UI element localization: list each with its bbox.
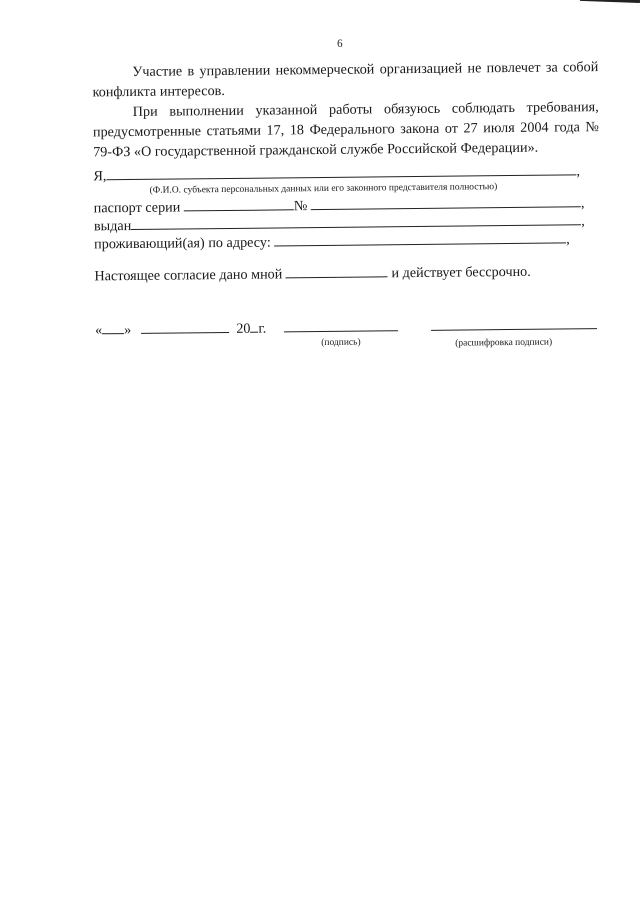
passport-comma: ,: [580, 195, 585, 212]
issued-comma: ,: [581, 213, 585, 230]
passport-series-field[interactable]: [184, 196, 294, 211]
issued-label: выдан: [93, 217, 132, 235]
open-quote: «: [94, 322, 103, 339]
fio-caption: (Ф.И.О. субъекта персональных данных или его законного представителя полностью): [149, 182, 498, 196]
signature-row: [95, 315, 597, 339]
close-quote: »: [124, 321, 132, 339]
year-suffix: г.: [258, 320, 267, 337]
fio-row: [93, 161, 580, 185]
consent-date-field[interactable]: [286, 263, 388, 278]
consent-prefix: Настоящее согласие дано мной: [94, 266, 283, 285]
fio-field[interactable]: [106, 161, 576, 180]
decode-caption: (расшифровка подписи): [455, 337, 553, 349]
ya-label: Я,: [93, 168, 107, 185]
paragraph-obligations: При выполнении указанной работы обязуюсь соблюдать требования, предусмотренные статьями 17, 18 Федерального закона от 27 июля 2004 года № 79-ФЗ «О государственной гражданской службе Российской Федерации».: [92, 99, 600, 161]
passport-number-field[interactable]: [311, 193, 581, 210]
address-comma: ,: [566, 231, 570, 248]
day-field[interactable]: [102, 320, 124, 334]
signature-decode-field[interactable]: [431, 315, 597, 331]
consent-row: [94, 262, 531, 286]
signature-caption: (подпись): [321, 337, 361, 349]
fio-comma: ,: [576, 163, 581, 180]
year-prefix: 20: [236, 320, 251, 337]
page-number: 6: [336, 37, 343, 50]
address-row: [94, 229, 570, 253]
paragraph-no-conflict: Участие в управлении некоммерческой организацией не повлечет за собой конфликта интересов.: [92, 59, 599, 101]
month-field[interactable]: [141, 319, 229, 334]
address-label: проживающий(ая) по адресу:: [94, 234, 271, 253]
consent-suffix: и действует бессрочно.: [391, 263, 531, 282]
number-sign: №: [293, 198, 308, 215]
address-field[interactable]: [274, 229, 566, 246]
passport-label: паспорт серии: [93, 199, 181, 217]
signature-field[interactable]: [284, 317, 398, 332]
